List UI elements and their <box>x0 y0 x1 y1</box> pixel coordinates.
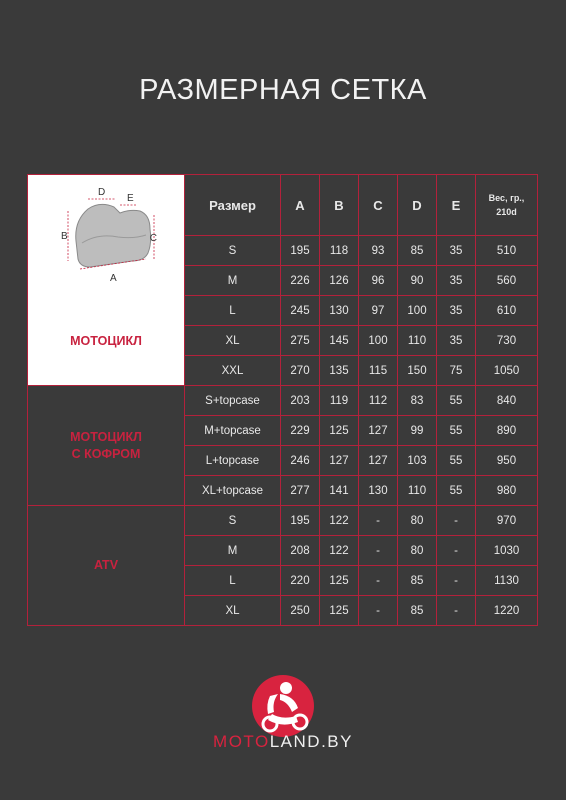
cell-b: 135 <box>320 356 359 386</box>
table-row <box>28 506 538 536</box>
cell-c: - <box>359 596 398 626</box>
cell-d: 110 <box>398 326 437 356</box>
header-e: E <box>437 175 476 236</box>
cell-a: 246 <box>281 446 320 476</box>
cell-size: S+topcase <box>185 386 281 416</box>
cell-c: 100 <box>359 326 398 356</box>
logo-wordmark: MOTOLAND.BY <box>213 732 353 751</box>
cell-b: 122 <box>320 536 359 566</box>
label-d: D <box>98 187 106 198</box>
cell-w: 970 <box>476 506 538 536</box>
cell-a: 229 <box>281 416 320 446</box>
cell-size: M <box>185 266 281 296</box>
cell-c: - <box>359 536 398 566</box>
cell-c: 96 <box>359 266 398 296</box>
cell-w: 560 <box>476 266 538 296</box>
cell-a: 226 <box>281 266 320 296</box>
cell-e: - <box>437 536 476 566</box>
cell-w: 610 <box>476 296 538 326</box>
cell-a: 208 <box>281 536 320 566</box>
cell-b: 145 <box>320 326 359 356</box>
cell-d: 80 <box>398 506 437 536</box>
cell-d: 99 <box>398 416 437 446</box>
cell-b: 130 <box>320 296 359 326</box>
cell-a: 195 <box>281 506 320 536</box>
cell-e: - <box>437 506 476 536</box>
label-a: A <box>110 273 117 284</box>
label-b: B <box>61 231 68 242</box>
cell-a: 250 <box>281 596 320 626</box>
cell-w: 1030 <box>476 536 538 566</box>
cell-w: 950 <box>476 446 538 476</box>
header-c: C <box>359 175 398 236</box>
cell-c: 112 <box>359 386 398 416</box>
cell-b: 119 <box>320 386 359 416</box>
cell-a: 220 <box>281 566 320 596</box>
cell-c: - <box>359 506 398 536</box>
cell-d: 85 <box>398 236 437 266</box>
cell-b: 126 <box>320 266 359 296</box>
cell-size: XL+topcase <box>185 476 281 506</box>
cell-b: 122 <box>320 506 359 536</box>
cell-a: 203 <box>281 386 320 416</box>
header-size: Размер <box>185 175 281 236</box>
cell-e: 55 <box>437 386 476 416</box>
cell-d: 150 <box>398 356 437 386</box>
cell-e: 55 <box>437 446 476 476</box>
cell-c: 127 <box>359 416 398 446</box>
cell-c: 127 <box>359 446 398 476</box>
cell-a: 270 <box>281 356 320 386</box>
category-cell <box>28 506 185 626</box>
cell-d: 90 <box>398 266 437 296</box>
cell-d: 83 <box>398 386 437 416</box>
cell-w: 890 <box>476 416 538 446</box>
cell-d: 103 <box>398 446 437 476</box>
category-label: ATV <box>93 558 119 572</box>
cell-d: 110 <box>398 476 437 506</box>
cell-size: M+topcase <box>185 416 281 446</box>
cell-w: 730 <box>476 326 538 356</box>
cell-c: - <box>359 566 398 596</box>
cell-c: 93 <box>359 236 398 266</box>
cell-b: 141 <box>320 476 359 506</box>
header-weight: Вес, гр., 210d <box>476 175 538 236</box>
cell-w: 840 <box>476 386 538 416</box>
cell-d: 80 <box>398 536 437 566</box>
header-row <box>28 175 538 236</box>
label-c: C <box>149 233 157 244</box>
size-table <box>27 174 538 626</box>
cell-c: 97 <box>359 296 398 326</box>
cell-d: 85 <box>398 566 437 596</box>
cell-b: 127 <box>320 446 359 476</box>
cell-w: 1130 <box>476 566 538 596</box>
cell-size: XXL <box>185 356 281 386</box>
cell-e: 35 <box>437 266 476 296</box>
cell-size: L+topcase <box>185 446 281 476</box>
table-row <box>28 386 538 416</box>
cell-e: 35 <box>437 296 476 326</box>
cell-w: 980 <box>476 476 538 506</box>
cell-c: 115 <box>359 356 398 386</box>
cell-e: - <box>437 596 476 626</box>
cell-d: 100 <box>398 296 437 326</box>
cell-e: 55 <box>437 476 476 506</box>
cell-d: 85 <box>398 596 437 626</box>
cell-e: 35 <box>437 326 476 356</box>
header-a: A <box>281 175 320 236</box>
cell-c: 130 <box>359 476 398 506</box>
cell-size: S <box>185 506 281 536</box>
cell-e: - <box>437 566 476 596</box>
cell-e: 55 <box>437 416 476 446</box>
cell-a: 195 <box>281 236 320 266</box>
cell-a: 277 <box>281 476 320 506</box>
cell-size: XL <box>185 596 281 626</box>
cell-a: 275 <box>281 326 320 356</box>
moto-cover-diagram <box>58 181 158 291</box>
moto-diagram-cell <box>28 175 185 386</box>
label-e: E <box>127 193 134 204</box>
cell-size: S <box>185 236 281 266</box>
page-title: РАЗМЕРНАЯ СЕТКА <box>139 74 427 106</box>
cell-size: M <box>185 536 281 566</box>
cell-e: 35 <box>437 236 476 266</box>
cell-b: 125 <box>320 416 359 446</box>
cell-e: 75 <box>437 356 476 386</box>
category-label: МОТОЦИКЛ С КОФРОМ <box>70 429 142 461</box>
category-label-moto: МОТОЦИКЛ <box>70 334 142 348</box>
header-d: D <box>398 175 437 236</box>
cell-w: 1050 <box>476 356 538 386</box>
header-b: B <box>320 175 359 236</box>
category-cell <box>28 386 185 506</box>
cell-w: 1220 <box>476 596 538 626</box>
cell-size: L <box>185 296 281 326</box>
cell-a: 245 <box>281 296 320 326</box>
cell-b: 125 <box>320 596 359 626</box>
cover-shape <box>76 204 151 267</box>
cell-w: 510 <box>476 236 538 266</box>
cell-b: 118 <box>320 236 359 266</box>
cell-b: 125 <box>320 566 359 596</box>
cell-size: XL <box>185 326 281 356</box>
cell-size: L <box>185 566 281 596</box>
